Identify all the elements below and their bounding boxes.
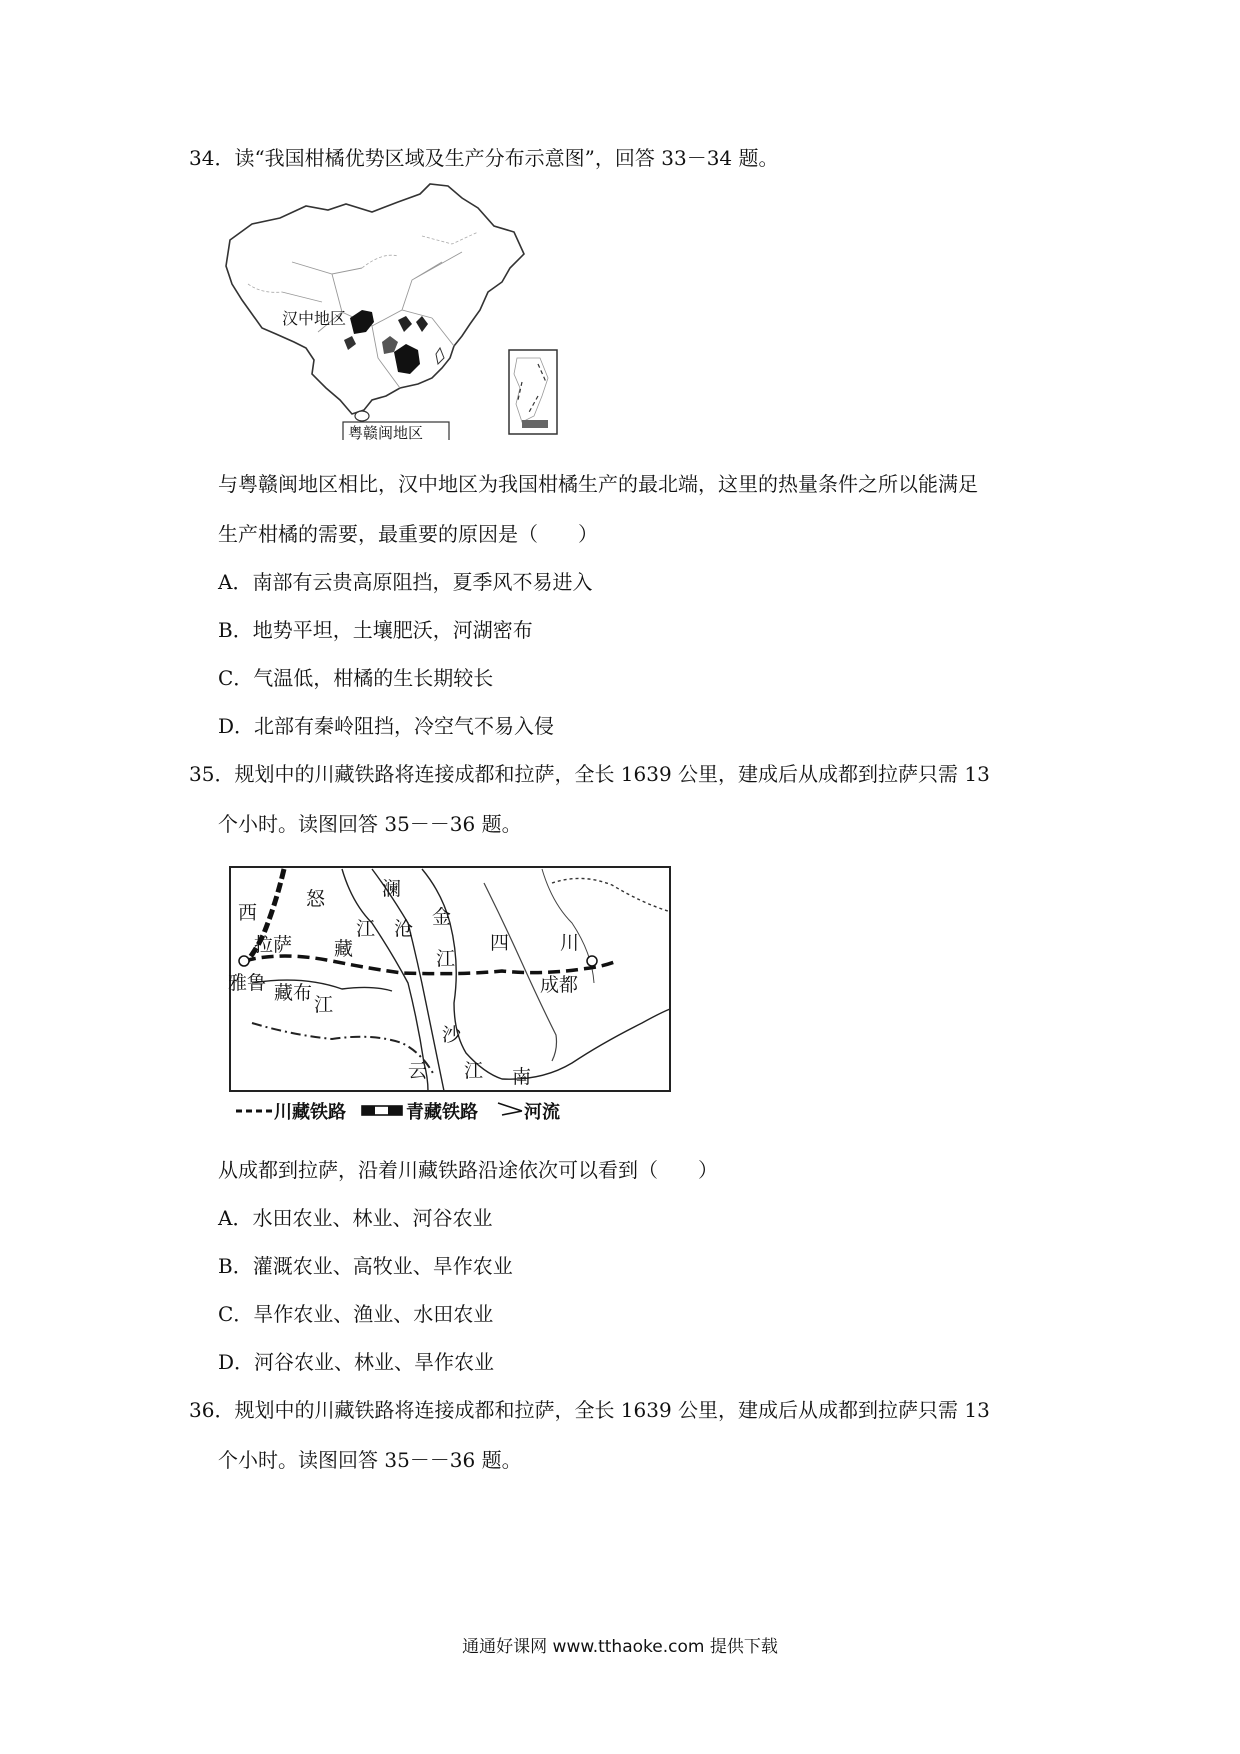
map-legend [236, 1101, 560, 1123]
q34-stem: 34．读“我国柑橘优势区域及生产分布示意图”，回答 33－34 题。 [189, 146, 779, 170]
q35-option-b: B．灌溉农业、高牧业、旱作农业 [218, 1254, 513, 1278]
label-jiang4: 江 [464, 1060, 484, 1082]
q34-option-a: A．南部有云贵高原阻挡，夏季风不易进入 [218, 570, 593, 594]
china-citrus-map [222, 182, 567, 440]
q35-option-c: C．旱作农业、渔业、水田农业 [218, 1302, 494, 1326]
q35-option-a: A．水田农业、林业、河谷农业 [218, 1206, 493, 1230]
legend-chuanzang: 川藏铁路 [274, 1102, 346, 1123]
label-yuegan: 粤赣闽地区 [348, 424, 424, 440]
legend-qingzang: 青藏铁路 [406, 1102, 478, 1123]
page-footer: 通通好课网 www.tthaoke.com 提供下载 [462, 1637, 778, 1657]
label-zangbu: 藏布 [274, 982, 313, 1004]
q34-question-line1: 与粤赣闽地区相比，汉中地区为我国柑橘生产的最北端，这里的热量条件之所以能满足 [218, 472, 978, 496]
label-si: 四 [490, 932, 510, 954]
label-xi: 西 [238, 902, 258, 924]
label-cang: 沧 [394, 918, 414, 940]
chengdu-marker [587, 956, 597, 966]
label-lan: 澜 [382, 878, 402, 900]
q35-stem-line1: 35．规划中的川藏铁路将连接成都和拉萨，全长 1639 公里，建成后从成都到拉萨只需 13 [189, 762, 990, 786]
label-hanzhong: 汉中地区 [282, 309, 347, 328]
label-jiang3: 江 [314, 994, 334, 1016]
label-jiang1: 江 [356, 918, 376, 940]
q34-option-b: B．地势平坦，土壤肥沃，河湖密布 [218, 618, 533, 642]
q36-stem-line1: 36．规划中的川藏铁路将连接成都和拉萨，全长 1639 公里，建成后从成都到拉萨只需 13 [189, 1398, 990, 1422]
q35-option-d: D．河谷农业、林业、旱作农业 [218, 1350, 495, 1374]
sichuan-tibet-railway-map [222, 863, 672, 1125]
label-jin: 金 [432, 906, 452, 928]
legend-river: 河流 [524, 1102, 560, 1123]
label-yun: 云 [408, 1060, 428, 1082]
label-chuan: 川 [560, 932, 580, 954]
q36-stem-line2: 个小时。读图回答 35－－36 题。 [218, 1448, 522, 1472]
q34-option-d: D．北部有秦岭阻挡，冷空气不易入侵 [218, 714, 555, 738]
label-nu: 怒 [306, 888, 326, 910]
label-yalu: 雅鲁 [228, 972, 267, 994]
q35-question: 从成都到拉萨，沿着川藏铁路沿途依次可以看到（ ） [218, 1158, 718, 1182]
label-zang: 藏 [334, 938, 354, 960]
q35-stem-line2: 个小时。读图回答 35－－36 题。 [218, 812, 522, 836]
label-nan: 南 [512, 1066, 532, 1088]
map-frame [230, 867, 670, 1091]
q34-question-line2: 生产柑橘的需要，最重要的原因是（ ） [218, 522, 598, 546]
label-jiang2: 江 [436, 948, 456, 970]
label-chengdu: 成都 [540, 974, 579, 996]
label-sha: 沙 [442, 1024, 462, 1046]
q34-option-c: C．气温低，柑橘的生长期较长 [218, 666, 494, 690]
china-outline [226, 184, 524, 414]
label-lasa: 拉萨 [254, 934, 293, 956]
lasa-marker [239, 956, 249, 966]
